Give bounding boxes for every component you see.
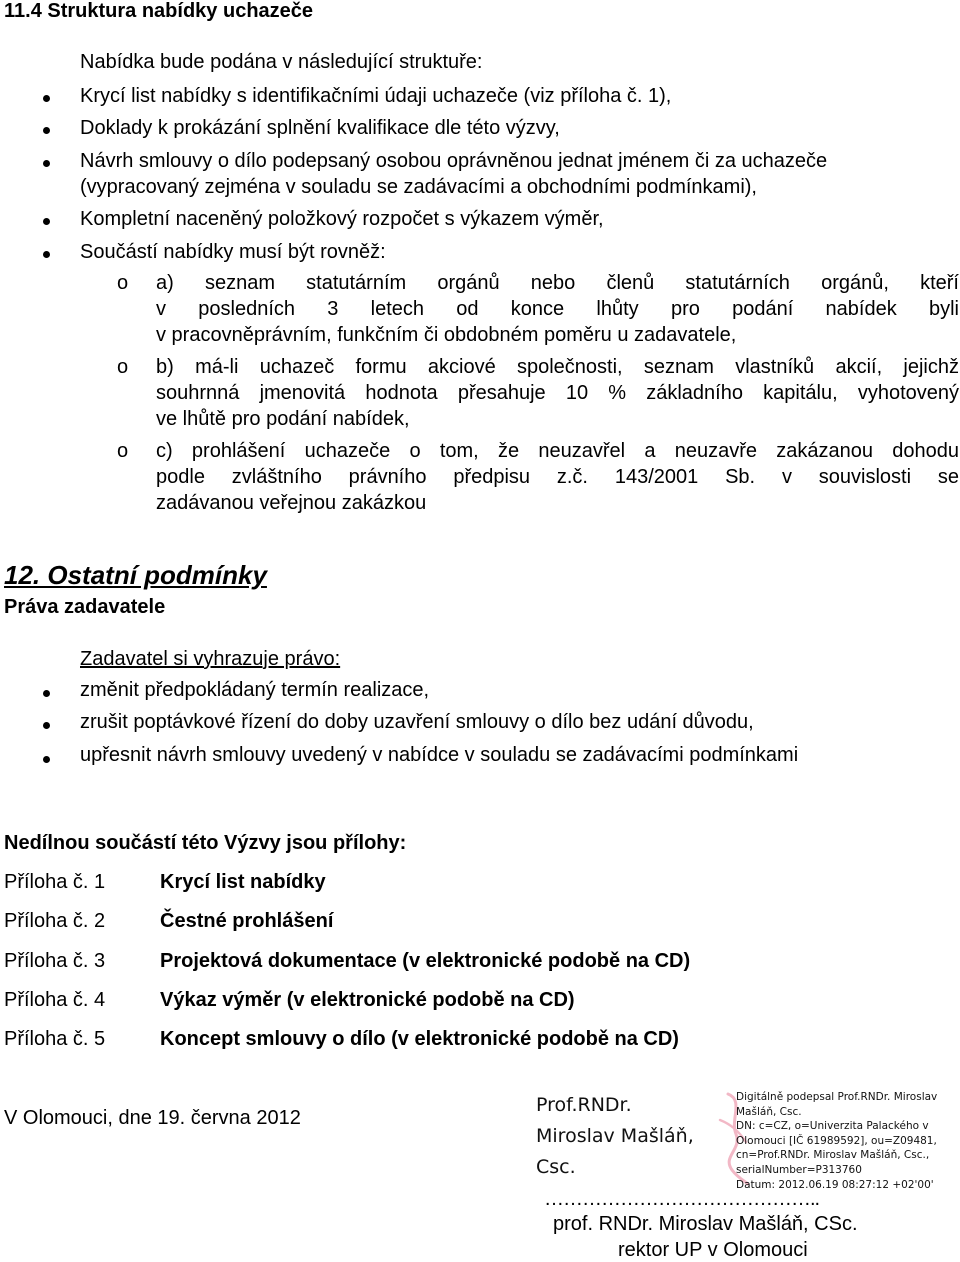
bullet-icon (43, 251, 50, 258)
subitem-b-line-3: ve lhůtě pro podání nabídek, (156, 408, 410, 430)
digital-line-5: cn=Prof.RNDr. Miroslav Mašláň, Csc., (736, 1149, 930, 1162)
bullet-icon (43, 160, 50, 167)
bullet-icon (43, 722, 50, 729)
bullet-item-budget: Kompletní naceněný položkový rozpočet s výkazem výměr, (80, 208, 604, 230)
attachment-title-4: Výkaz výměr (v elektronické podobě na CD) (160, 989, 575, 1011)
digital-line-2: Mašláň, Csc. (736, 1105, 802, 1118)
rights-intro: Zadavatel si vyhrazuje právo: (80, 648, 341, 670)
subitem-b-line-1: b) má-li uchazeč formu akciové společnosti, seznam vlastníků akcií, jejichž (156, 356, 959, 378)
subitem-b (156, 354, 959, 432)
attachment-label-1: Příloha č. 1 (4, 871, 106, 893)
sub-bullet-icon: o (117, 272, 129, 294)
subitem-c (156, 438, 959, 516)
right-item-refine-contract: upřesnit návrh smlouvy uvedený v nabídce v souladu se zadávacími podmínkami (80, 744, 799, 766)
attachment-label-2: Příloha č. 2 (4, 910, 106, 932)
subitem-c-line-2: podle zvláštního právního předpisu z.č. 143/2001 Sb. v souvislosti se (156, 466, 959, 488)
bullet-icon (43, 690, 50, 697)
attachment-title-2: Čestné prohlášení (160, 910, 334, 932)
subitem-a-line-1: a) seznam statutárním orgánů nebo členů statutárních orgánů, kteří (156, 272, 959, 294)
right-item-cancel: zrušit poptávkové řízení do doby uzavření smlouvy o dílo bez udání důvodu, (80, 711, 754, 733)
signatory-role: rektor UP v Olomouci (618, 1239, 808, 1261)
sub-bullet-icon: o (117, 440, 129, 462)
subitem-c-line-3: zadávanou veřejnou zakázkou (156, 492, 427, 514)
signature-dots: …………………………………….. (544, 1188, 820, 1210)
bullet-item-offer-parts: Součástí nabídky musí být rovněž: (80, 241, 386, 263)
right-item-change-term: změnit předpokládaný termín realizace, (80, 679, 430, 701)
attachment-title-5: Koncept smlouvy o dílo (v elektronické podobě na CD) (160, 1028, 679, 1050)
digital-line-6: serialNumber=P313760 (736, 1163, 862, 1176)
attachment-label-4: Příloha č. 4 (4, 989, 106, 1011)
bullet-item-qualification: Doklady k prokázání splnění kvalifikace dle této výzvy, (80, 117, 560, 139)
bullet-icon (43, 218, 50, 225)
subitem-a (156, 270, 959, 348)
attachments-heading: Nedílnou součástí této Výzvy jsou přílohy: (4, 832, 407, 854)
signer-line-2: Miroslav Mašláň, (536, 1125, 694, 1147)
digital-line-3: DN: c=CZ, o=Univerzita Palackého v (736, 1120, 929, 1133)
subitem-b-line-2: souhrnná jmenovitá hodnota přesahuje 10 % základního kapitálu, vyhotovený (156, 382, 959, 404)
bullet-item-contract-draft-cont: (vypracovaný zejména v souladu se zadávacími a obchodními podmínkami), (80, 176, 757, 198)
signer-line-1: Prof.RNDr. (536, 1094, 632, 1116)
bullet-icon (43, 127, 50, 134)
digital-line-7: Datum: 2012.06.19 08:27:12 +02'00' (736, 1178, 934, 1191)
signatory-name: prof. RNDr. Miroslav Mašláň, CSc. (553, 1213, 858, 1235)
rights-subheading: Práva zadavatele (4, 596, 166, 618)
bullet-icon (43, 95, 50, 102)
subitem-a-line-3: v pracovněprávním, funkčním či obdobném poměru u zadavatele, (156, 324, 737, 346)
subitem-c-line-1: c) prohlášení uchazeče o tom, že neuzavřel a neuzavře zakázanou dohodu (156, 440, 959, 462)
digital-signature-info (736, 1090, 937, 1192)
attachment-label-5: Příloha č. 5 (4, 1028, 106, 1050)
section-heading-11-4: 11.4 Struktura nabídky uchazeče (4, 0, 314, 22)
bullet-item-contract-draft: Návrh smlouvy o dílo podepsaný osobou oprávněnou jednat jménem či za uchazeče (80, 150, 828, 172)
sub-bullet-icon: o (117, 356, 129, 378)
bullet-item-cover-sheet: Krycí list nabídky s identifikačními údaji uchazeče (viz příloha č. 1), (80, 85, 672, 107)
signer-line-3: Csc. (536, 1156, 576, 1178)
section-heading-12: 12. Ostatní podmínky (4, 560, 267, 590)
subitem-a-line-2: v posledních 3 letech od konce lhůty pro podání nabídek byli (156, 298, 959, 320)
signer-name-block (536, 1090, 694, 1183)
digital-line-1: Digitálně podepsal Prof.RNDr. Miroslav (736, 1091, 938, 1103)
offer-structure-intro: Nabídka bude podána v následující struktuře: (80, 51, 483, 73)
attachment-label-3: Příloha č. 3 (4, 950, 106, 972)
bullet-icon (43, 756, 50, 763)
place-and-date: V Olomouci, dne 19. června 2012 (4, 1107, 301, 1129)
attachment-title-3: Projektová dokumentace (v elektronické podobě na CD) (160, 950, 691, 972)
digital-line-4: Olomouci [IČ 61989592], ou=Z09481, (736, 1134, 937, 1147)
attachment-title-1: Krycí list nabídky (160, 871, 326, 893)
